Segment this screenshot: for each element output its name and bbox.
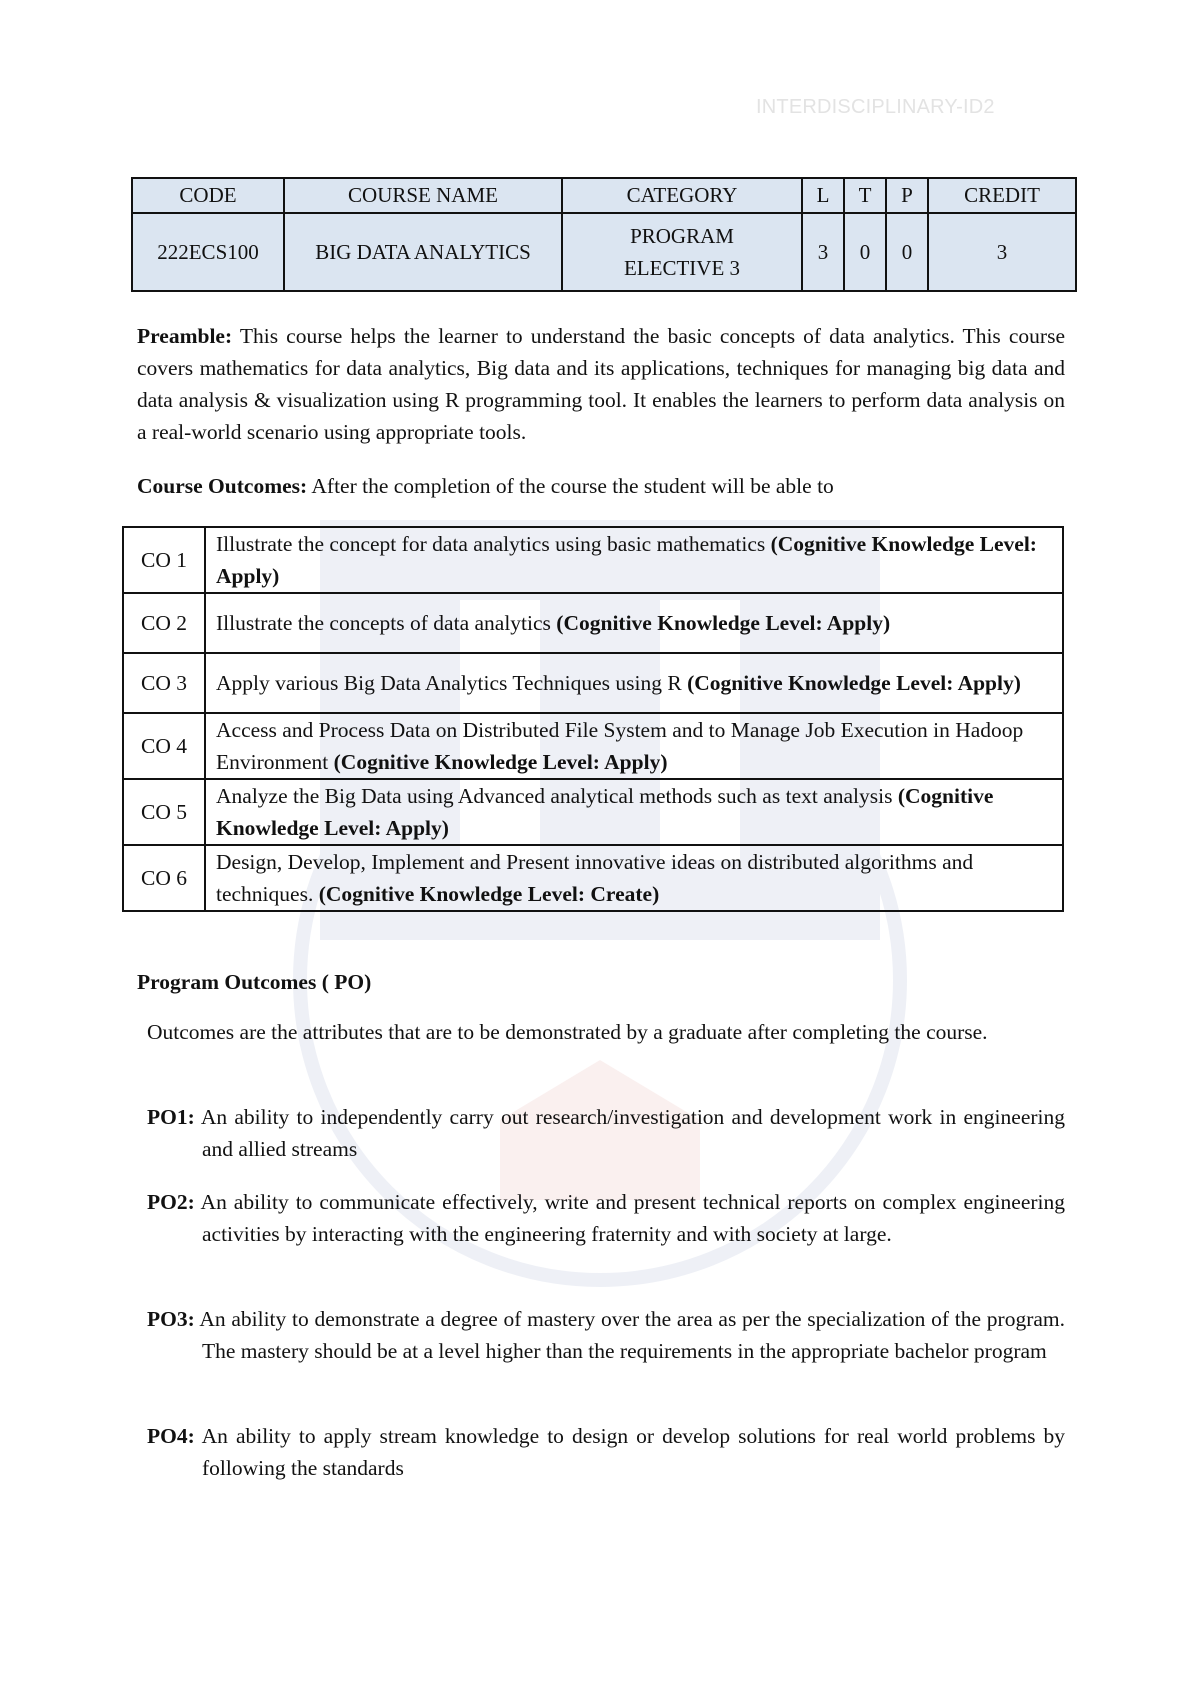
co-level: (Cognitive Knowledge Level: Apply)	[333, 750, 668, 774]
po-text: An ability to demonstrate a degree of mastery over the area as per the specialization of the program. The mastery should be at a level higher than the requirements in the appropriate bachelor program	[194, 1307, 1065, 1363]
header-p: P	[886, 178, 928, 213]
course-outcomes-table	[122, 526, 1064, 912]
program-outcomes-intro: Outcomes are the attributes that are to be demonstrated by a graduate after completing the course.	[147, 1020, 988, 1044]
category-line2: ELECTIVE 3	[623, 256, 741, 280]
co-text: Apply various Big Data Analytics Techniques using R	[216, 671, 688, 695]
co-text: Analyze the Big Data using Advanced analytical methods such as text analysis	[216, 784, 898, 808]
course-info-table	[131, 177, 1077, 292]
co-code: CO 1	[123, 527, 205, 593]
po-label: PO4:	[147, 1424, 195, 1448]
co-code: CO 4	[123, 713, 205, 779]
preamble-label: Preamble:	[137, 324, 233, 348]
tutorial-hours: 0	[844, 213, 886, 291]
course-outcomes-intro: After the completion of the course the student will be able to	[307, 474, 834, 498]
co-row	[123, 653, 1063, 713]
document-header-tag: INTERDISCIPLINARY-ID2	[756, 96, 995, 118]
po-item	[147, 1420, 1065, 1484]
preamble-paragraph	[137, 320, 1065, 448]
co-level: (Cognitive Knowledge Level: Apply)	[556, 611, 891, 635]
category-line1: PROGRAM	[630, 224, 734, 248]
course-name: BIG DATA ANALYTICS	[284, 213, 562, 291]
co-level: (Cognitive Knowledge Level: Create)	[318, 882, 660, 906]
co-row	[123, 713, 1063, 779]
co-code: CO 2	[123, 593, 205, 653]
course-outcomes-heading	[137, 470, 1065, 502]
po-label: PO3:	[147, 1307, 195, 1331]
po-label: PO1:	[147, 1105, 195, 1129]
header-code: CODE	[132, 178, 284, 213]
co-code: CO 3	[123, 653, 205, 713]
po-text: An ability to independently carry out research/investigation and development work in engineering and allied streams	[194, 1105, 1065, 1161]
practical-hours: 0	[886, 213, 928, 291]
co-text: Access and Process Data on Distributed File System and to Manage Job Execution in Hadoop Environment	[216, 718, 1024, 774]
co-row	[123, 593, 1063, 653]
co-text: Design, Develop, Implement and Present innovative ideas on distributed algorithms and techniques.	[216, 850, 974, 906]
co-description	[205, 845, 1063, 911]
course-credit: 3	[928, 213, 1076, 291]
course-code: 222ECS100	[132, 213, 284, 291]
co-level: (Cognitive Knowledge Level: Apply)	[216, 784, 994, 840]
course-outcomes-label: Course Outcomes:	[137, 474, 308, 498]
co-description	[205, 527, 1063, 593]
header-t: T	[844, 178, 886, 213]
co-code: CO 5	[123, 779, 205, 845]
course-category	[562, 213, 802, 291]
co-description	[205, 713, 1063, 779]
header-l: L	[802, 178, 844, 213]
co-row	[123, 527, 1063, 593]
co-description	[205, 653, 1063, 713]
co-text: Illustrate the concepts of data analytics	[216, 611, 557, 635]
co-row	[123, 779, 1063, 845]
po-item	[147, 1303, 1065, 1367]
program-outcomes-heading: Program Outcomes ( PO)	[137, 970, 372, 994]
co-text: Illustrate the concept for data analytics using basic mathematics	[216, 532, 771, 556]
course-table-row	[132, 213, 1076, 291]
po-item	[147, 1101, 1065, 1165]
po-text: An ability to apply stream knowledge to design or develop solutions for real world problems by following the standards	[194, 1424, 1065, 1480]
lecture-hours: 3	[802, 213, 844, 291]
po-label: PO2:	[147, 1190, 195, 1214]
co-code: CO 6	[123, 845, 205, 911]
course-table-header-row	[132, 178, 1076, 213]
po-item	[147, 1186, 1065, 1250]
co-description	[205, 593, 1063, 653]
co-level: (Cognitive Knowledge Level: Apply)	[216, 532, 1037, 588]
co-row	[123, 845, 1063, 911]
header-category: CATEGORY	[562, 178, 802, 213]
co-level: (Cognitive Knowledge Level: Apply)	[687, 671, 1021, 695]
po-text: An ability to communicate effectively, write and present technical reports on complex engineering activities by interacting with the engineering fraternity and with society at large.	[194, 1190, 1065, 1246]
header-course-name: COURSE NAME	[284, 178, 562, 213]
preamble-text: This course helps the learner to understand the basic concepts of data analytics. This course covers mathematics for data analytics, Big data and its applications, techniques for managing big data and data analysis & visualization using R programming tool. It enables the learners to perform data analysis on a real-world scenario using appropriate tools.	[137, 324, 1065, 444]
co-description	[205, 779, 1063, 845]
header-credit: CREDIT	[928, 178, 1076, 213]
